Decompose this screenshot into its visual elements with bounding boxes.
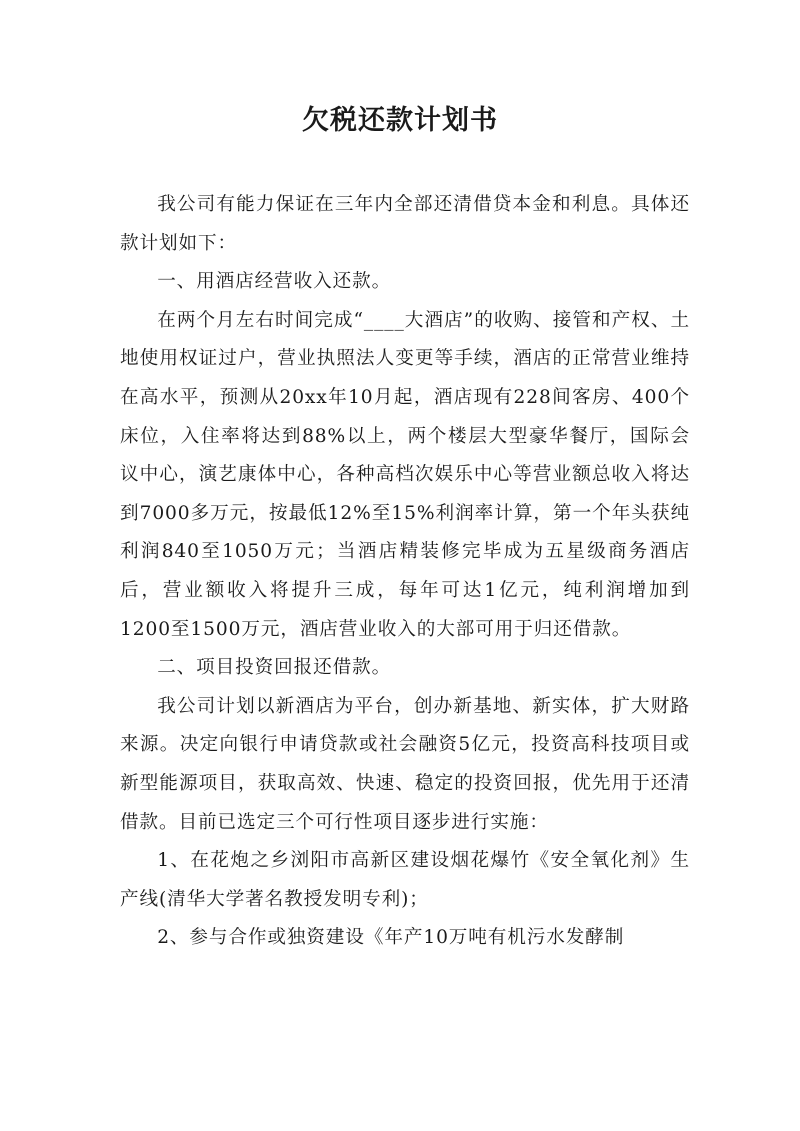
document-title: 欠税还款计划书 — [302, 105, 498, 136]
section-heading-1: 一、用酒店经营收入还款。 — [157, 271, 392, 293]
list-item-1: 1、在花炮之乡浏阳市高新区建设烟花爆竹《安全氧化剂》生产线(清华大学著名教授发明专利)； — [120, 850, 690, 910]
paragraph-hotel-revenue: 在两个月左右时间完成“____大酒店”的收购、接管和产权、土地使用权证过户，营业执照法人变更等手续，酒店的正常营业维持在高水平，预测从20xx年10月起，酒店现有228间客房、400个床位，入住率将达到88%以上，两个楼层大型豪华餐厅，国际会议中心，演艺康体中心，各种高档次娱乐中心等营业额总收入将达到7000多万元，按最低12%至15%利润率计算，第一个年头获纯利润840至1050万元；当酒店精装修完毕成为五星级商务酒店后，营业额收入将提升三成，每年可达1亿元，纯利润增加到1200至1500万元，酒店营业收入的大部可用于归还借款。 — [120, 309, 690, 640]
list-item-2: 2、参与合作或独资建设《年产10万吨有机污水发酵制 — [157, 927, 625, 949]
paragraph-investment: 我公司计划以新酒店为平台，创办新基地、新实体，扩大财路来源。决定向银行申请贷款或社会融资5亿元，投资高科技项目或新型能源项目，获取高效、快速、稳定的投资回报，优先用于还清借款。目前已选定三个可行性项目逐步进行实施： — [120, 695, 690, 833]
section-heading-2: 二、项目投资回报还借款。 — [157, 657, 392, 679]
document-body — [120, 186, 690, 958]
paragraph-intro: 我公司有能力保证在三年内全部还清借贷本金和利息。具体还款计划如下： — [120, 194, 690, 254]
